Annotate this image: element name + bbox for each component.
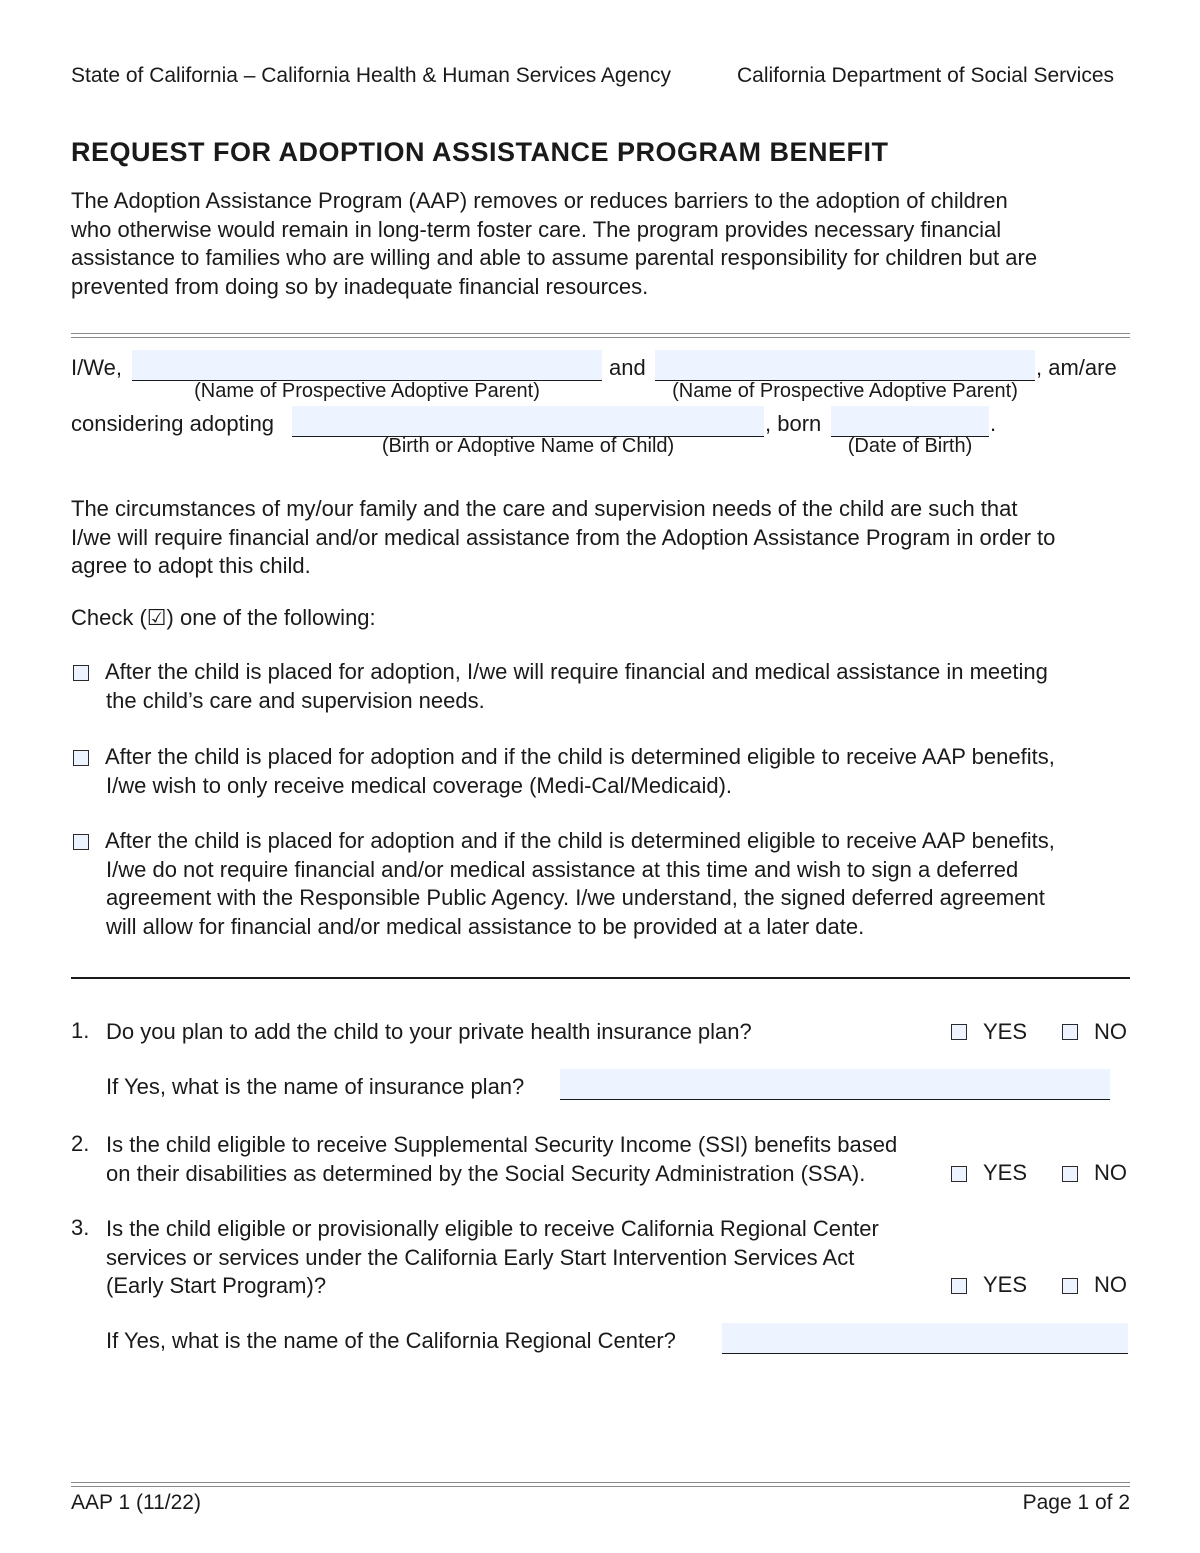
option-line: After the child is placed for adoption and if the child is determined eligible to receive AAP benefits, (105, 744, 1055, 769)
question-1-yes-label: YES (983, 1019, 1028, 1044)
option-3-text (106, 827, 1055, 941)
option-2-text (106, 743, 1055, 800)
question-3-no-checkbox[interactable] (1062, 1278, 1078, 1294)
regional-center-label: If Yes, what is the name of the California Regional Center? (106, 1328, 676, 1353)
question-2-yes-checkbox[interactable] (951, 1166, 967, 1182)
agency-header: State of California – California Health & Human Services Agency (71, 64, 671, 87)
question-3-no-label: NO (1094, 1272, 1127, 1297)
circumstances-line: The circumstances of my/our family and the care and supervision needs of the child are such that (71, 496, 1018, 521)
circumstances-line: agree to adopt this child. (71, 553, 311, 578)
question-1-text (106, 1018, 752, 1047)
born-label: , born (765, 411, 822, 436)
option-line: will allow for financial and/or medical assistance to be provided at a later date. (106, 913, 865, 939)
regional-center-field[interactable] (722, 1323, 1128, 1354)
option-2-checkbox[interactable] (73, 750, 89, 766)
footer-divider (71, 1482, 1130, 1487)
question-3-number: 3. (71, 1215, 90, 1240)
question-3-text (106, 1215, 879, 1301)
question-1-number: 1. (71, 1018, 90, 1043)
circumstances-paragraph (71, 495, 1131, 581)
amare-label: , am/are (1036, 355, 1117, 380)
question-2-no-checkbox[interactable] (1062, 1166, 1078, 1182)
option-line: After the child is placed for adoption, I/we will require financial and medical assistance in meeting (105, 659, 1048, 684)
intro-line: who otherwise would remain in long-term foster care. The program provides necessary financial (71, 216, 1002, 242)
department-header: California Department of Social Services (737, 64, 1114, 87)
child-name-caption: (Birth or Adoptive Name of Child) (381, 435, 675, 457)
page-title: REQUEST FOR ADOPTION ASSISTANCE PROGRAM BENEFIT (71, 137, 889, 167)
insurance-plan-field[interactable] (560, 1069, 1110, 1100)
question-2-yes-label: YES (983, 1160, 1028, 1185)
iwe-label: I/We, (71, 355, 122, 380)
question-1-no-checkbox[interactable] (1062, 1024, 1078, 1040)
intro-line: prevented from doing so by inadequate financial resources. (71, 273, 649, 299)
question-2-no-label: NO (1094, 1160, 1127, 1185)
option-line: I/we wish to only receive medical coverage (Medi-Cal/Medicaid). (106, 772, 733, 798)
page-number: Page 1 of 2 (1022, 1491, 1130, 1514)
form-id: AAP 1 (11/22) (71, 1491, 201, 1514)
option-3-checkbox[interactable] (73, 834, 89, 850)
question-2-number: 2. (71, 1131, 90, 1156)
questions-divider (71, 977, 1130, 979)
considering-label: considering adopting (71, 411, 275, 436)
question-line: on their disabilities as determined by the Social Security Administration (SSA). (106, 1160, 866, 1186)
question-line: Do you plan to add the child to your private health insurance plan? (106, 1019, 752, 1044)
option-line: I/we do not require financial and/or medical assistance at this time and wish to sign a deferred (106, 856, 1019, 882)
question-1-yes-checkbox[interactable] (951, 1024, 967, 1040)
intro-line: assistance to families who are willing and able to assume parental responsibility for children but are (71, 245, 1038, 270)
intro-paragraph (71, 187, 1131, 301)
intro-line: The Adoption Assistance Program (AAP) removes or reduces barriers to the adoption of children (71, 188, 1008, 213)
question-2-text (106, 1131, 897, 1188)
question-3-yes-checkbox[interactable] (951, 1278, 967, 1294)
parent1-name-field[interactable] (132, 350, 602, 381)
insurance-plan-label: If Yes, what is the name of insurance plan? (106, 1074, 525, 1099)
check-instruction: Check (☑) one of the following: (71, 605, 376, 630)
parent2-caption: (Name of Prospective Adoptive Parent) (672, 380, 1018, 402)
question-line: services or services under the California Early Start Intervention Services Act (106, 1244, 855, 1270)
and-label: and (609, 355, 646, 380)
option-line: the child’s care and supervision needs. (106, 687, 485, 713)
question-3-yes-label: YES (983, 1272, 1028, 1297)
question-line: Is the child eligible or provisionally eligible to receive California Regional Center (106, 1216, 879, 1241)
option-1-text (106, 658, 1048, 715)
date-of-birth-field[interactable] (831, 406, 989, 437)
question-line: Is the child eligible to receive Supplemental Security Income (SSI) benefits based (106, 1132, 898, 1157)
child-name-field[interactable] (292, 406, 764, 437)
dob-caption: (Date of Birth) (847, 435, 973, 457)
parent2-name-field[interactable] (655, 350, 1035, 381)
option-line: After the child is placed for adoption and if the child is determined eligible to receive AAP benefits, (105, 828, 1055, 853)
section-divider (71, 333, 1130, 338)
option-line: agreement with the Responsible Public Agency. I/we understand, the signed deferred agreement (106, 885, 1045, 910)
circumstances-line: I/we will require financial and/or medical assistance from the Adoption Assistance Program in order to (71, 524, 1056, 550)
period-label: . (990, 411, 997, 436)
parent1-caption: (Name of Prospective Adoptive Parent) (194, 380, 540, 402)
question-line: (Early Start Program)? (106, 1273, 327, 1298)
option-1-checkbox[interactable] (73, 665, 89, 681)
question-1-no-label: NO (1094, 1019, 1127, 1044)
